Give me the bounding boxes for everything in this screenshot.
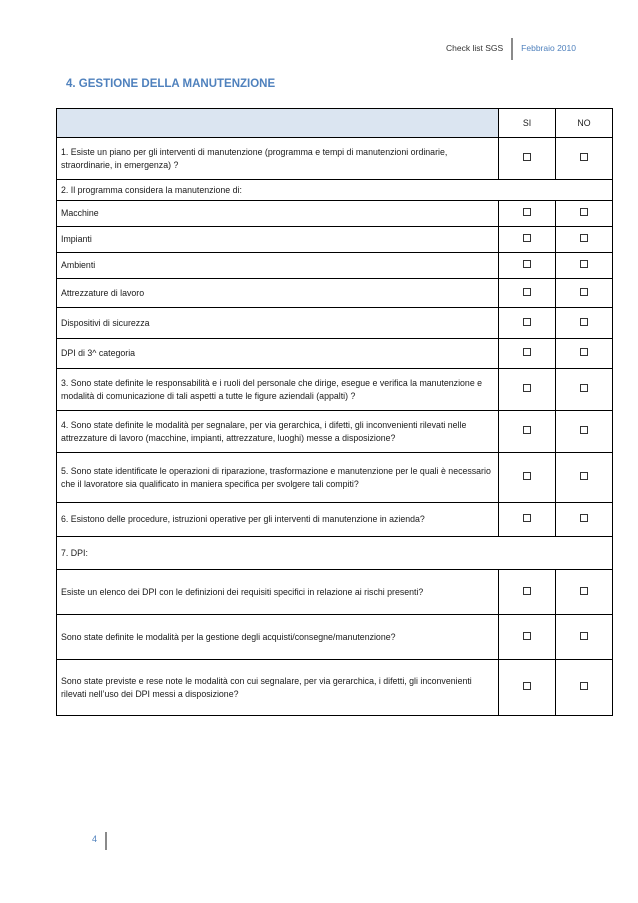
table-row [57, 180, 613, 201]
answer-cell-si [499, 503, 556, 537]
checkbox-si[interactable] [523, 472, 531, 480]
question-text: 7. DPI: [57, 537, 613, 570]
answer-cell-si [499, 279, 556, 308]
question-text: Ambienti [57, 253, 499, 279]
question-text: 3. Sono state definite le responsabilità e i ruoli del personale che dirige, esegue e verifica la manutenzione e modalità di comunicazione di tali aspetti a tutte le figure aziendali (appalti) ? [57, 369, 499, 411]
checkbox-no[interactable] [580, 348, 588, 356]
column-header-si: SI [499, 109, 556, 138]
checkbox-si[interactable] [523, 384, 531, 392]
answer-cell-si [499, 660, 556, 716]
table-row [57, 253, 613, 279]
answer-cell-no [556, 253, 613, 279]
question-text: Attrezzature di lavoro [57, 279, 499, 308]
checklist-body [57, 138, 613, 716]
question-text: 1. Esiste un piano per gli interventi di manutenzione (programma e tempi di manutenzioni ordinarie, straordinarie, in emergenza) ? [57, 138, 499, 180]
question-text: Sono state definite le modalità per la gestione degli acquisti/consegne/manutenzione? [57, 615, 499, 660]
checkbox-si[interactable] [523, 318, 531, 326]
footer-divider [105, 832, 107, 850]
checkbox-no[interactable] [580, 208, 588, 216]
answer-cell-no [556, 201, 613, 227]
question-text: 6. Esistono delle procedure, istruzioni operative per gli interventi di manutenzione in azienda? [57, 503, 499, 537]
checkbox-si[interactable] [523, 288, 531, 296]
answer-cell-si [499, 138, 556, 180]
table-row [57, 308, 613, 339]
checkbox-no[interactable] [580, 426, 588, 434]
header-doc-title: Check list SGS [446, 43, 504, 53]
question-text: Impianti [57, 227, 499, 253]
answer-cell-no [556, 308, 613, 339]
answer-cell-no [556, 570, 613, 615]
answer-cell-no [556, 660, 613, 716]
checkbox-no[interactable] [580, 153, 588, 161]
answer-cell-no [556, 227, 613, 253]
table-row [57, 227, 613, 253]
checkbox-no[interactable] [580, 682, 588, 690]
table-row [57, 570, 613, 615]
table-row [57, 369, 613, 411]
column-header-no: NO [556, 109, 613, 138]
question-text: Macchine [57, 201, 499, 227]
question-text: 4. Sono state definite le modalità per segnalare, per via gerarchica, i difetti, gli inconvenienti rilevati nelle attrezzature di lavoro (macchine, impianti, attrezzature, luoghi) messe a disposizione? [57, 411, 499, 453]
answer-cell-no [556, 369, 613, 411]
section-title: 4. GESTIONE DELLA MANUTENZIONE [66, 78, 276, 90]
header-date: Febbraio 2010 [521, 43, 576, 53]
table-row [57, 453, 613, 503]
answer-cell-si [499, 615, 556, 660]
answer-cell-si [499, 570, 556, 615]
checkbox-no[interactable] [580, 632, 588, 640]
checkbox-si[interactable] [523, 348, 531, 356]
page-header [446, 38, 580, 60]
answer-cell-no [556, 411, 613, 453]
answer-cell-no [556, 279, 613, 308]
question-column-header [57, 109, 499, 138]
question-text: Esiste un elenco dei DPI con le definizioni dei requisiti specifici in relazione ai rischi presenti? [57, 570, 499, 615]
checkbox-si[interactable] [523, 153, 531, 161]
checkbox-si[interactable] [523, 682, 531, 690]
checkbox-si[interactable] [523, 587, 531, 595]
checkbox-si[interactable] [523, 234, 531, 242]
answer-cell-no [556, 453, 613, 503]
checkbox-si[interactable] [523, 514, 531, 522]
page-footer [92, 832, 107, 850]
question-text: Sono state previste e rese note le modalità con cui segnalare, per via gerarchica, i difetti, gli inconvenienti rilevati nell’uso dei DPI messi a disposizione? [57, 660, 499, 716]
checkbox-si[interactable] [523, 426, 531, 434]
checkbox-no[interactable] [580, 384, 588, 392]
question-text: 2. Il programma considera la manutenzione di: [57, 180, 613, 201]
checkbox-si[interactable] [523, 260, 531, 268]
answer-cell-no [556, 339, 613, 369]
table-row [57, 503, 613, 537]
answer-cell-no [556, 503, 613, 537]
table-row [57, 339, 613, 369]
table-header-row [57, 109, 613, 138]
table-row [57, 411, 613, 453]
table-row [57, 615, 613, 660]
checkbox-si[interactable] [523, 208, 531, 216]
question-text: 5. Sono state identificate le operazioni di riparazione, trasformazione e manutenzione per le quali è necessario che il lavoratore sia qualificato in maniera specifica per svolgere tali compiti? [57, 453, 499, 503]
checkbox-no[interactable] [580, 288, 588, 296]
answer-cell-si [499, 201, 556, 227]
answer-cell-si [499, 411, 556, 453]
checkbox-no[interactable] [580, 587, 588, 595]
table-row [57, 201, 613, 227]
table-row [57, 138, 613, 180]
question-text: Dispositivi di sicurezza [57, 308, 499, 339]
checkbox-no[interactable] [580, 514, 588, 522]
page-number: 4 [92, 834, 98, 844]
checkbox-no[interactable] [580, 472, 588, 480]
answer-cell-no [556, 615, 613, 660]
table-row [57, 537, 613, 570]
answer-cell-si [499, 227, 556, 253]
table-row [57, 660, 613, 716]
answer-cell-si [499, 369, 556, 411]
checkbox-no[interactable] [580, 234, 588, 242]
answer-cell-si [499, 308, 556, 339]
answer-cell-si [499, 339, 556, 369]
answer-cell-si [499, 453, 556, 503]
checkbox-si[interactable] [523, 632, 531, 640]
checkbox-no[interactable] [580, 318, 588, 326]
table-row [57, 279, 613, 308]
checkbox-no[interactable] [580, 260, 588, 268]
checklist-table [56, 108, 613, 716]
answer-cell-no [556, 138, 613, 180]
answer-cell-si [499, 253, 556, 279]
question-text: DPI di 3^ categoria [57, 339, 499, 369]
